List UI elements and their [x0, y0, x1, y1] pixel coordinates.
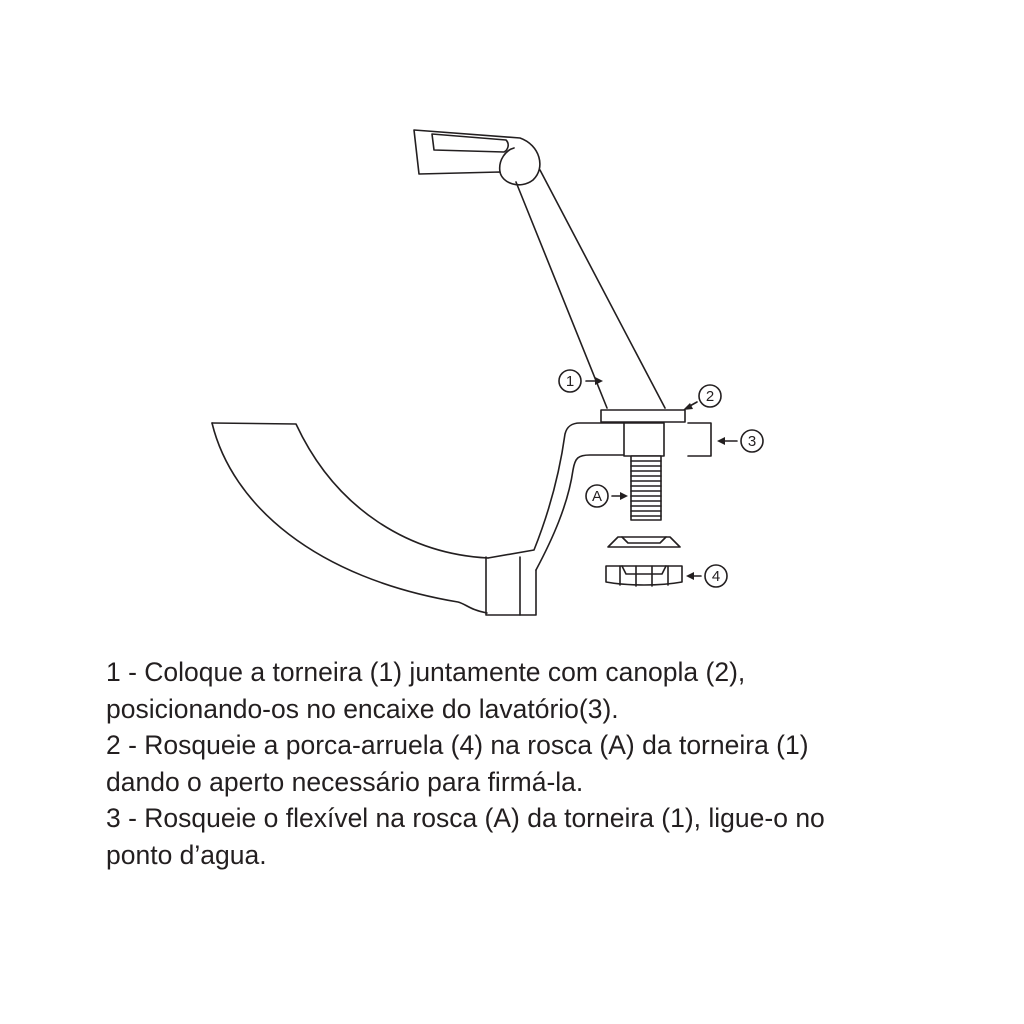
faucet — [414, 130, 665, 408]
callout-2 — [683, 385, 721, 410]
instruction-step-3 — [106, 800, 986, 873]
instruction-line: 3 - Rosqueie o flexível na rosca (A) da torneira (1), ligue-o no — [106, 803, 825, 833]
instruction-line: 1 - Coloque a torneira (1) juntamente com canopla (2), — [106, 657, 746, 687]
instructions-list — [106, 654, 986, 873]
svg-text:1: 1 — [565, 373, 575, 390]
callout-4 — [686, 565, 727, 587]
instruction-step-2 — [106, 727, 986, 800]
svg-text:A: A — [591, 488, 603, 505]
instruction-line: 2 - Rosqueie a porca-arruela (4) na rosca (A) da torneira (1) — [106, 730, 809, 760]
svg-text:2: 2 — [705, 388, 715, 405]
instruction-line: ponto d’agua. — [106, 839, 267, 870]
svg-text:3: 3 — [747, 433, 757, 450]
instruction-step-1 — [106, 654, 986, 727]
washer-nut — [606, 537, 682, 586]
canopy — [601, 410, 685, 422]
threaded-shank — [624, 423, 664, 520]
callout-a — [586, 485, 628, 507]
instruction-line: posicionando-os no encaixe do lavatório(3). — [106, 693, 619, 724]
svg-text:4: 4 — [711, 568, 721, 585]
instruction-line: dando o aperto necessário para firmá-la. — [106, 766, 584, 797]
callout-1 — [559, 370, 603, 392]
callout-3 — [717, 430, 763, 452]
